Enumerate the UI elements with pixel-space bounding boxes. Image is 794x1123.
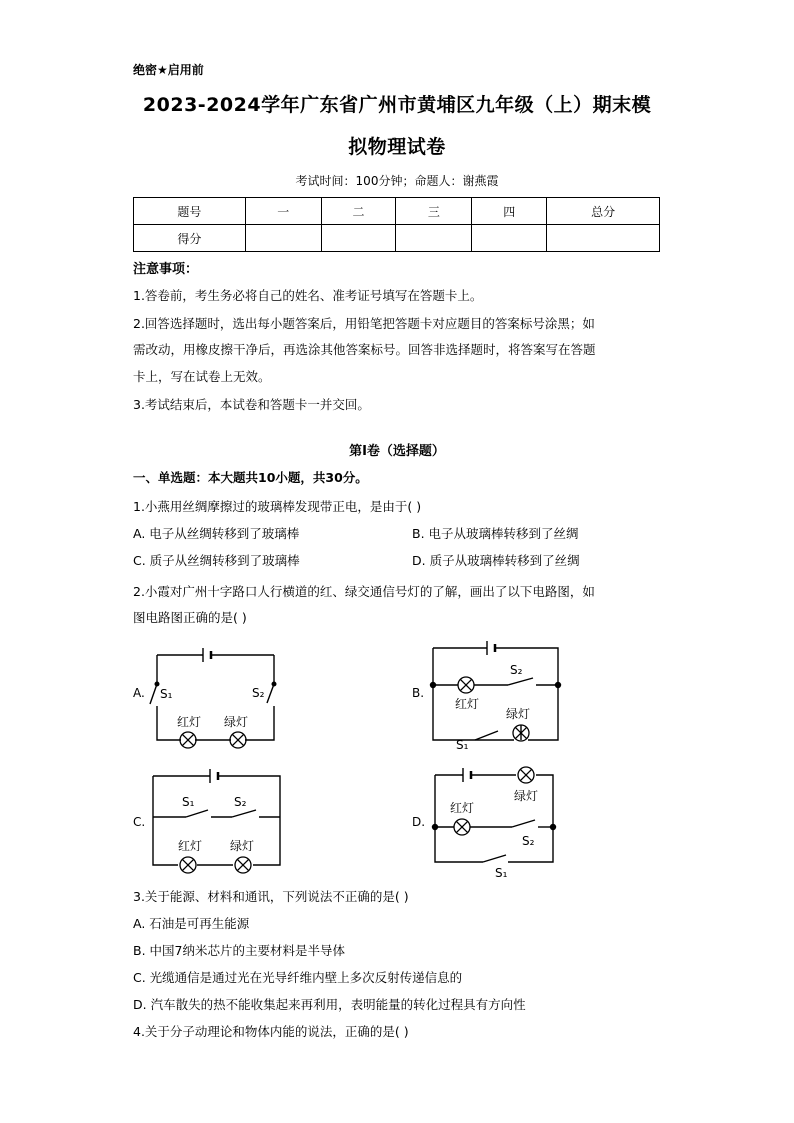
score-cell: 三 — [396, 198, 472, 225]
q3-option-d: D. 汽车散失的热不能收集起来再利用，表明能量的转化过程具有方向性 — [133, 997, 526, 1012]
exam-title-line2: 拟物理试卷 — [348, 136, 446, 158]
circuit-c-red-lamp-label: 红灯 — [178, 839, 203, 853]
circuit-a-red-lamp-label: 红灯 — [177, 715, 202, 729]
q2-stem-line2: 图电路图正确的是( ) — [133, 610, 247, 625]
circuit-a-s1-label: S₁ — [160, 687, 173, 701]
note-2-line3: 卡上，写在试卷上无效。 — [133, 369, 271, 384]
circuit-d-s1-label: S₁ — [495, 866, 508, 880]
note-2-line2: 需改动，用橡皮擦干净后，再选涂其他答案标号。回答非选择题时，将答案写在答题 — [133, 342, 596, 357]
note-3: 3.考试结束后，本试卷和答题卡一并交回。 — [133, 397, 370, 412]
circuit-a-s2-label: S₂ — [252, 686, 265, 700]
score-cell: 二 — [321, 198, 396, 225]
q1-option-d: D. 质子从玻璃棒转移到了丝绸 — [412, 553, 580, 568]
circuit-d-s2-label: S₂ — [522, 834, 535, 848]
q1-stem: 1.小燕用丝绸摩擦过的玻璃棒发现带正电，是由于( ) — [133, 499, 422, 514]
circuit-b — [431, 641, 561, 741]
q3-stem: 3.关于能源、材料和通讯，下列说法不正确的是( ) — [133, 889, 409, 904]
section-title: 第I卷（选择题） — [349, 444, 445, 459]
section-subtitle: 一、单选题：本大题共10小题，共30分。 — [133, 470, 368, 485]
q3-option-a: A. 石油是可再生能源 — [133, 916, 250, 931]
q1-option-b: B. 电子从玻璃棒转移到了丝绸 — [412, 526, 579, 541]
circuit-c-label: C. — [133, 815, 146, 829]
score-cell: 得分 — [134, 225, 246, 252]
exam-meta: 考试时间：100分钟；命题人：谢燕霞 — [295, 174, 499, 188]
circuit-c-s1-label: S₁ — [182, 795, 195, 809]
exam-title-line1: 2023-2024学年广东省广州市黄埔区九年级（上）期末模 — [142, 94, 652, 116]
circuit-d-red-lamp-label: 红灯 — [450, 801, 475, 815]
circuit-b-s1-label: S₁ — [456, 738, 469, 752]
circuit-b-red-lamp-label: 红灯 — [455, 697, 480, 711]
circuit-c-s2-label: S₂ — [234, 795, 247, 809]
score-cell: 总分 — [547, 198, 660, 225]
q1-option-a: A. 电子从丝绸转移到了玻璃棒 — [133, 526, 300, 541]
circuit-d-green-lamp-label: 绿灯 — [514, 789, 539, 803]
note-1: 1.答卷前，考生务必将自己的姓名、准考证号填写在答题卡上。 — [133, 288, 483, 303]
circuit-b-s2-label: S₂ — [510, 663, 523, 677]
q2-stem-line1: 2.小霞对广州十字路口人行横道的红、绿交通信号灯的了解，画出了以下电路图，如 — [133, 584, 595, 599]
confidential-mark: 绝密★启用前 — [133, 63, 204, 77]
circuit-d-label: D. — [412, 815, 426, 829]
note-2-line1: 2.回答选择题时，选出每小题答案后，用铅笔把答题卡对应题目的答案标号涂黑；如 — [133, 316, 595, 331]
circuit-b-label: B. — [412, 686, 425, 700]
q3-option-c: C. 光缆通信是通过光在光导纤维内壁上多次反射传递信息的 — [133, 970, 463, 985]
circuit-c-green-lamp-label: 绿灯 — [230, 839, 255, 853]
score-cell: 题号 — [134, 198, 246, 225]
circuit-a-label: A. — [133, 686, 145, 700]
score-cell: 四 — [472, 198, 547, 225]
q4-stem: 4.关于分子动理论和物体内能的说法，正确的是( ) — [133, 1024, 409, 1039]
q1-option-c: C. 质子从丝绸转移到了玻璃棒 — [133, 553, 300, 568]
score-cell: 一 — [245, 198, 321, 225]
circuit-c — [153, 769, 280, 873]
notes-heading: 注意事项： — [133, 262, 199, 277]
q3-option-b: B. 中国7纳米芯片的主要材料是半导体 — [133, 943, 345, 958]
circuit-b-green-lamp-label: 绿灯 — [506, 707, 531, 721]
circuit-a-green-lamp-label: 绿灯 — [224, 715, 249, 729]
